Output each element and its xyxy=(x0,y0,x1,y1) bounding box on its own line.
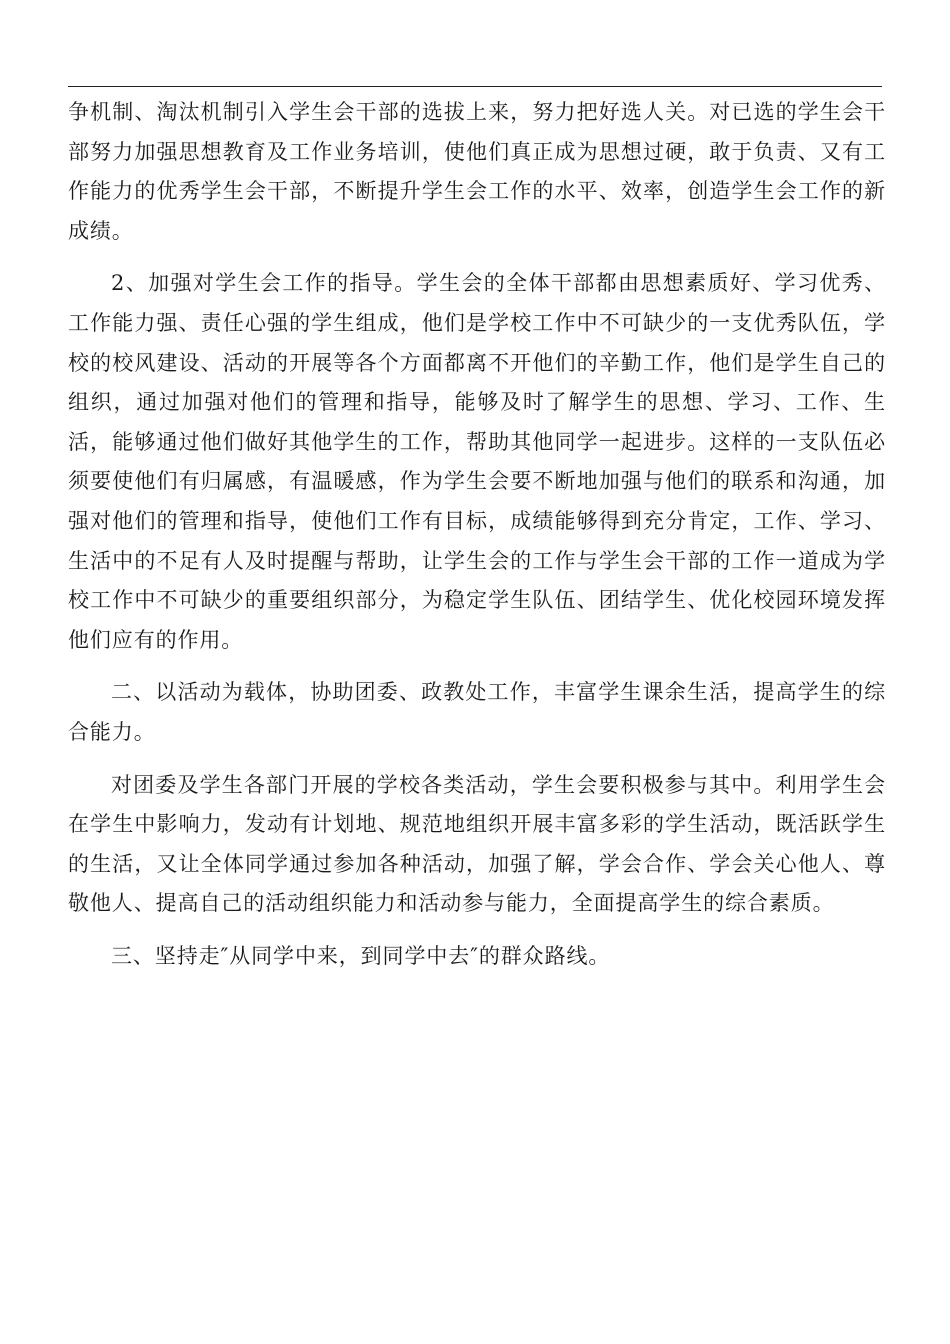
document-body xyxy=(68,93,886,976)
paragraph-continuation: 争机制、淘汰机制引入学生会干部的选拔上来，努力把好选人关。对已选的学生会干部努力加强思想教育及工作业务培训，使他们真正成为思想过硬，敢于负责、又有工作能力的优秀学生会干部，不断提升学生会工作的水平、效率，创造学生会工作的新成绩。 xyxy=(68,100,886,243)
section-heading-activities: 二、以活动为载体，协助团委、政教处工作，丰富学生课余生活，提高学生的综合能力。 xyxy=(68,680,886,744)
paragraph-activities: 对团委及学生各部门开展的学校各类活动，学生会要积极参与其中。利用学生会在学生中影响力，发动有计划地、规范地组织开展丰富多彩的学生活动，既活跃学生的生活，又让全体同学通过参加各种活动，加强了解，学会合作、学会关心他人、尊敬他人、提高自己的活动组织能力和活动参与能力，全面提高学生的综合素质。 xyxy=(68,772,886,916)
header-rule xyxy=(68,86,882,87)
section-heading-mass-line: 三、坚持走″从同学中来，到同学中去″的群众路线。 xyxy=(111,943,611,968)
paragraph-guidance: 2、加强对学生会工作的指导。学生会的全体干部都由思想素质好、学习优秀、工作能力强、责任心强的学生组成，他们是学校工作中不可缺少的一支优秀队伍，学校的校风建设、活动的开展等各个方面都离不开他们的辛勤工作，他们是学生自己的组织，通过加强对他们的管理和指导，能够及时了解学生的思想、学习、工作、生活，能够通过他们做好其他学生的工作，帮助其他同学一起进步。这样的一支队伍必须要使他们有归属感，有温暖感，作为学生会要不断地加强与他们的联系和沟通，加强对他们的管理和指导，使他们工作有目标，成绩能够得到充分肯定，工作、学习、生活中的不足有人及时提醒与帮助，让学生会的工作与学生会干部的工作一道成为学校工作中不可缺少的重要组织部分，为稳定学生队伍、团结学生、优化校园环境发挥他们应有的作用。 xyxy=(68,271,886,652)
